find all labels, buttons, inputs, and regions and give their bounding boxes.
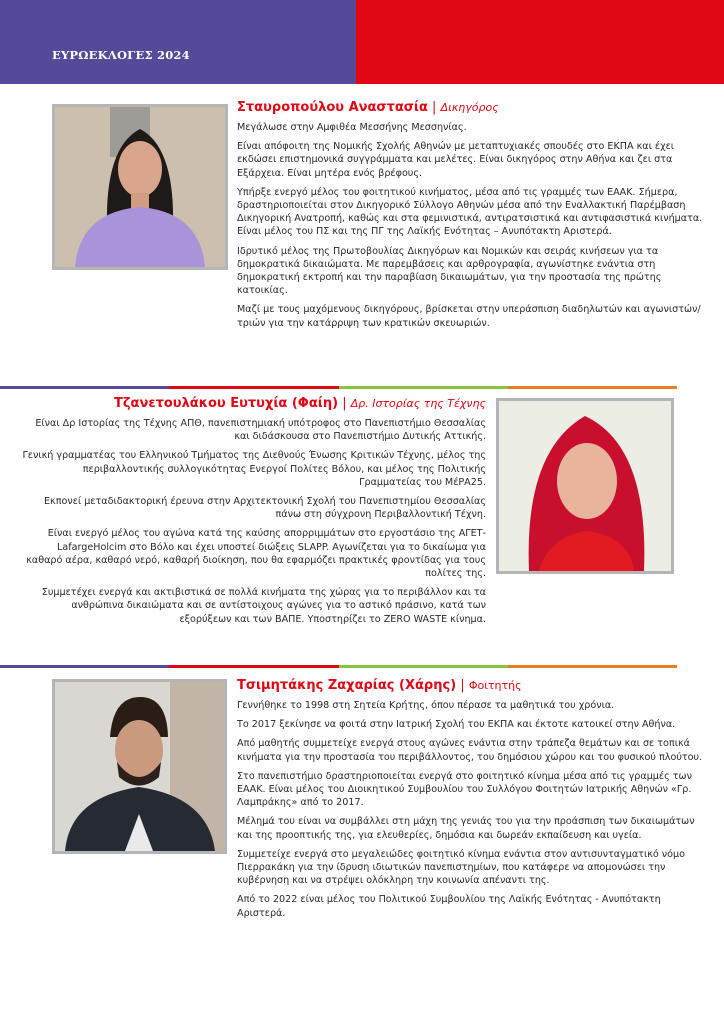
candidate-name: Τσιμητάκης Ζαχαρίας (Χάρης) [237,678,457,693]
bio-paragraph: Είναι Δρ Ιστορίας της Τέχνης ΑΠΘ, πανεπιστημιακή υπότροφος στο Πανεπιστήμιο Θεσσαλίας και διδάσκουσα στο Πανεπιστήμιο Δυτικής Αττικής. [35,418,486,443]
bio-paragraph: Ιδρυτικό μέλος της Πρωτοβουλίας Δικηγόρων και Νομικών και σειράς κινήσεων για τα δημοκρατικά δικαιώματα. Με παρεμβάσεις και αρθρογραφία, αγωνίστηκε ενάντια στη δημοκρατική εκτροπή και την παραβίαση δικαιωμάτων, για την προστασία της πρώτης κατοικίας. [237,245,662,297]
bio-paragraph: Γενική γραμματέας του Ελληνικού Τμήματος της Διεθνούς Ένωσης Κριτικών Τέχνης, μέλος της περιβαλλοντικής συλλογικότητας Ενεργοί Πολίτες Βόλου, και μέλος της Πολιτικής Γραμματείας του ΜέΡΑ25. [22,450,486,488]
bio-paragraph: Μεγάλωσε στην Αμφιθέα Μεσσήνης Μεσσηνίας. [237,122,467,133]
bio-paragraph: Στο πανεπιστήμιο δραστηριοποιείται ενεργά στο φοιτητικό κίνημα μέσα από τις γραμμές των ΕΑΑΚ. Είναι μέλος του Διοικητικού Συμβουλίου του Συλλόγου Φοιτητών Ιατρικής Αθηνών «Γρ. Λαμπράκης» από το 2017. [237,770,692,809]
bio-paragraph: Συμμετείχε ενεργά στο μεγαλειώδες φοιτητικό κίνημα ενάντια στον αντισυνταγματικό νόμο Πιερρακάκη για την ίδρυση ιδιωτικών πανεπιστημίων, που κατάφερε να απομονώσει την κυβέρνηση και να στρέψει ολόκληρη την κοινωνία απέναντι της. [237,848,685,887]
bio-paragraph: Μαζί με τους μαχόμενους δικηγόρους, βρίσκεται στην υπεράσπιση διαδηλωτών και αγωνιστών/τριών για την κατάρριψη των κρατικών σκευωριών. [237,304,701,329]
header-purple-band [0,0,356,84]
page-header [0,0,724,84]
bio-paragraph: Από μαθητής συμμετείχε ενεργά στους αγώνες ενάντια στην τράπεζα θεμάτων και σε τοπικά κινήματα για την προστασία του περιβάλλοντος, του δημόσιου χώρου και του φυσικού πλούτου. [237,738,703,763]
section-divider [0,665,677,668]
candidate-bio-stavropoulou [237,100,707,336]
heading-separator: | [460,678,465,693]
heading-separator: | [432,100,437,115]
portrait-photo [55,107,225,267]
bio-paragraph: Από το 2022 είναι μέλος του Πολιτικού Συμβουλίου της Λαϊκής Ενότητας - Ανυπότακτη Αριστερά. [237,894,661,919]
portrait-illustration [55,682,224,851]
candidate-heading [237,678,707,694]
bio-paragraph: Υπήρξε ενεργό μέλος του φοιτητικού κινήματος, μέσα από τις γραμμές των ΕΑΑΚ. Σήμερα, δραστηριοποιείται στον Δικηγορικό Σύλλογο Αθηνών μέσα από την Εναλλακτική Παρέμβαση Δικηγορική Ανατροπή, καθώς και στα φεμινιστικά, αντιρατσιστικά και αντιφασιστικά κινήματα. Είναι μέλος του ΠΣ και της ΠΓ της Λαϊκής Ενότητας – Ανυπότακτη Αριστερά. [237,186,703,238]
portrait-illustration [499,401,671,571]
bio-paragraph: Μέλημά του είναι να συμβάλλει στη μάχη της γενιάς του για την προάσπιση των δικαιωμάτων και της προοπτικής της, για ελευθερίες, δημόσια και δωρεάν εκπαίδευση και υγεία. [237,816,695,841]
candidate-heading [20,396,486,412]
candidate-role: Δρ. Ιστορίας της Τέχνης [350,397,486,410]
candidate-name: Σταυροπούλου Αναστασία [237,100,428,115]
bio-paragraph: Εκπονεί μεταδιδακτορική έρευνα στην Αρχιτεκτονική Σχολή του Πανεπιστημίου Θεσσαλίας πάνω στη σύγχρονη Περιβαλλοντική Τέχνη. [44,496,486,521]
portrait-photo [55,682,224,851]
bio-paragraph: Είναι απόφοιτη της Νομικής Σχολής Αθηνών με μεταπτυχιακές σπουδές στο ΕΚΠΑ και έχει εκδώσει επιστημονικά συγγράμματα και μελέτες. Είναι δικηγόρος στην Αθήνα και ζει στα Εξάρχεια. Είναι μητέρα ενός βρέφους. [237,141,675,179]
candidate-role: Φοιτητής [468,679,522,692]
candidate-bio-tsimitakis [237,678,707,926]
bio-paragraph: Συμμετέχει ενεργά και ακτιβιστικά σε πολλά κινήματα της χώρας για το περιβάλλον και τα ανθρώπινα δικαιώματα και σε αντίστοιχους αγώνες για το αστικό πράσινο, κατά των εξορύξεων και των ΒΑΠΕ. Υποστηρίζει το ZERO WASTE κίνημα. [41,587,486,625]
portrait-illustration [55,107,225,267]
bio-paragraph: Είναι ενεργό μέλος του αγώνα κατά της καύσης απορριμμάτων στο εργοστάσιο της ΑΓΕΤ-LafargeHolcim στο Βόλο και έχει υποστεί διώξεις SLAPP. Αγωνίζεται για το δικαίωμα για καθαρό αέρα, καθαρό νερό, καθαρή διοίκηση, που θα εφαρμόζει πρακτικές φροντίδας για τους πολίτες της. [26,528,486,580]
bio-paragraph: Γεννήθηκε το 1998 στη Σητεία Κρήτης, όπου πέρασε τα μαθητικά του χρόνια. [237,700,615,711]
candidate-photo-tzanetoulakou [496,398,674,574]
section-divider [0,386,677,389]
candidate-photo-tsimitakis [52,679,227,854]
candidate-heading [237,100,707,116]
portrait-photo [499,401,671,571]
header-red-band [356,0,724,84]
candidate-name: Τζανετουλάκου Ευτυχία (Φαίη) [114,396,339,411]
bio-paragraph: Το 2017 ξεκίνησε να φοιτά στην Ιατρική Σχολή του ΕΚΠΑ και έκτοτε κατοικεί στην Αθήνα. [237,719,676,731]
candidate-bio-tzanetoulakou [20,396,486,632]
candidate-role: Δικηγόρος [440,101,499,114]
candidate-photo-stavropoulou [52,104,228,270]
header-title: ΕΥΡΩΕΚΛΟΓΕΣ 2024 [52,48,190,62]
heading-separator: | [342,396,347,411]
